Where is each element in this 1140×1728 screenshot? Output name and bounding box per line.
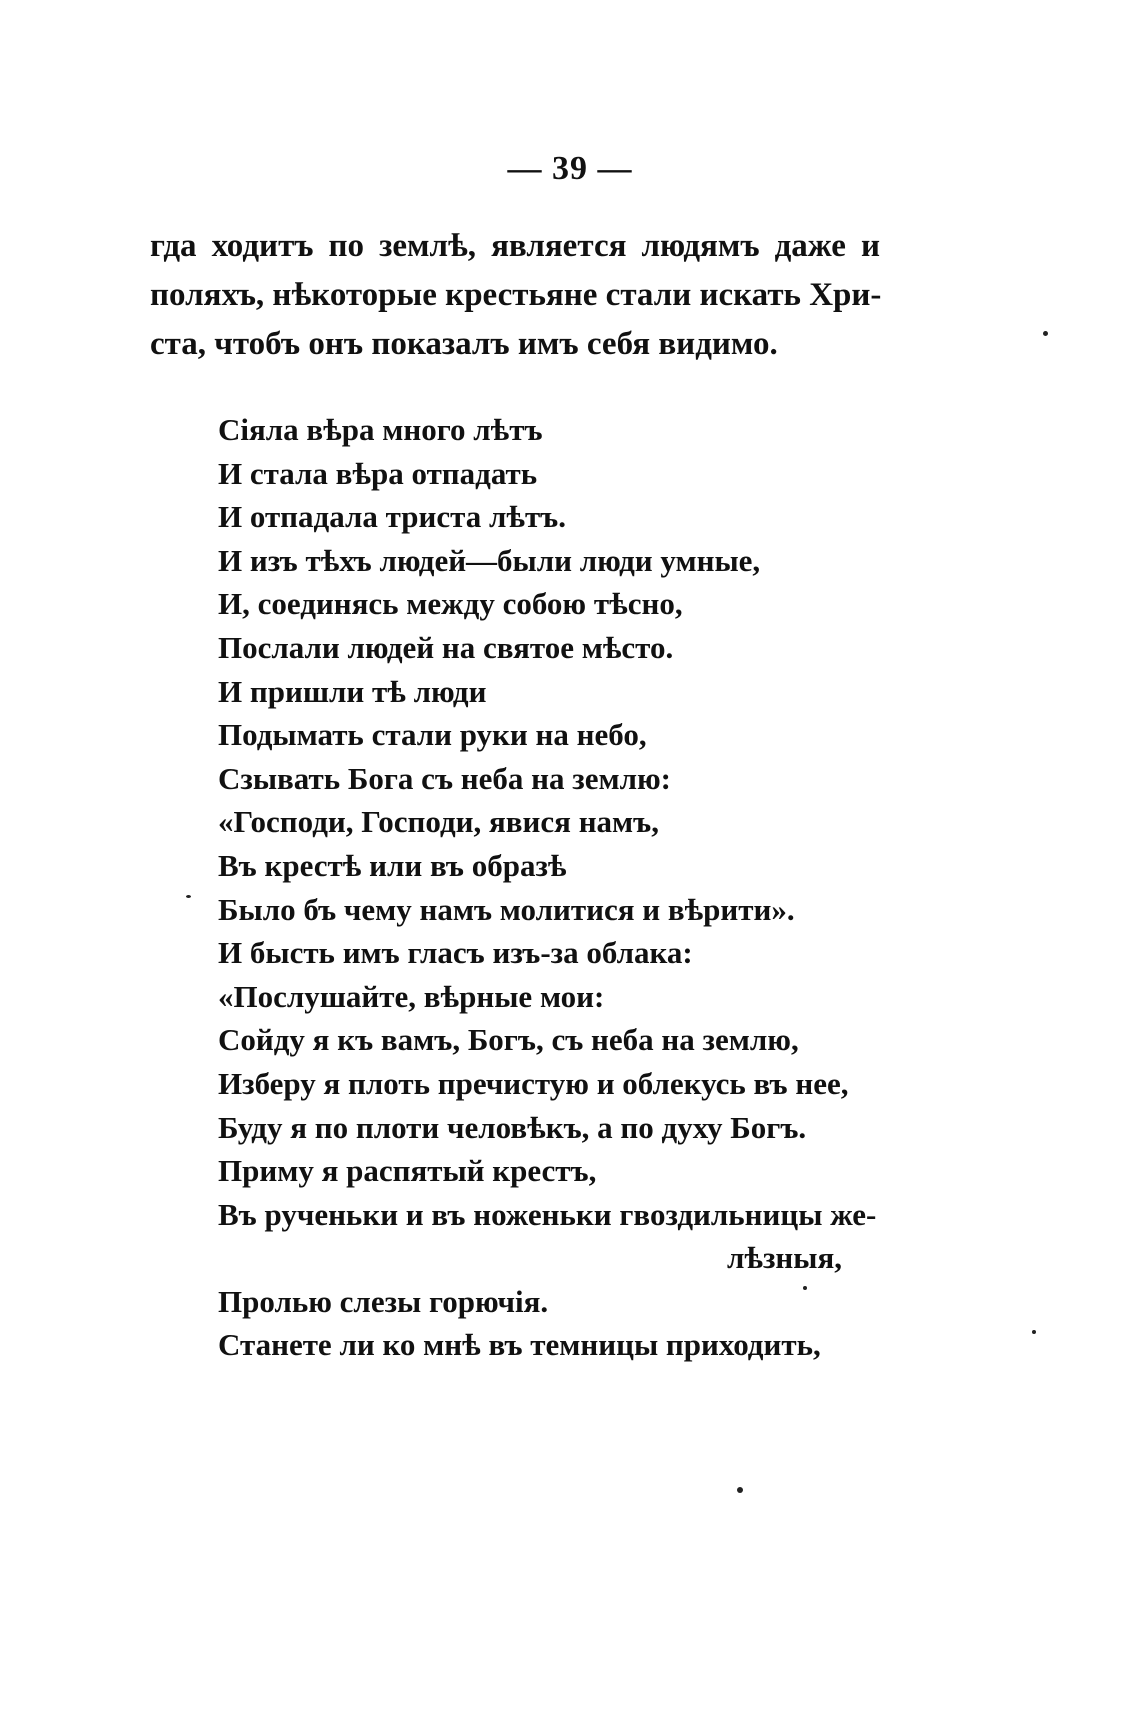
verse-line: Въ рученьки и въ ноженьки гвоздильницы же- (218, 1196, 877, 1232)
verse-block (218, 408, 878, 1367)
verse-line: Пролью слезы горючія. (218, 1283, 549, 1319)
verse-line: Буду я по плоти человѣкъ, а по духу Богъ. (218, 1109, 807, 1145)
verse-line: «Послушайте, вѣрные мои: (218, 978, 605, 1014)
prose-line: поляхъ, нѣкоторые крестьяне стали искать Хри- (150, 277, 882, 313)
verse-line: И изъ тѣхъ людей—были люди умные, (218, 542, 761, 578)
verse-line: И пришли тѣ люди (218, 673, 487, 709)
scan-speck (737, 1487, 743, 1493)
verse-line: Въ крестѣ или въ образѣ (218, 847, 567, 883)
scan-speck (1032, 1330, 1036, 1334)
verse-line: Приму я распятый крестъ, (218, 1153, 597, 1189)
verse-line: И стала вѣра отпадать (218, 455, 538, 491)
verse-line: Подымать стали руки на небо, (218, 717, 647, 753)
verse-line: И отпадала триста лѣтъ. (218, 499, 567, 535)
prose-paragraph (150, 222, 880, 369)
scan-speck (186, 895, 191, 898)
prose-line: гда ходитъ по землѣ, является людямъ даже и (150, 228, 880, 264)
verse-line: Сіяла вѣра много лѣтъ (218, 412, 543, 447)
verse-line: Сзывать Бога съ неба на землю: (218, 760, 671, 796)
verse-line: И, соединясь между собою тѣсно, (218, 586, 683, 622)
verse-line: И бысть имъ гласъ изъ-за облака: (218, 935, 693, 971)
prose-line: ста, чтобъ онъ показалъ имъ себя видимо. (150, 326, 778, 362)
scan-speck (803, 1286, 807, 1290)
verse-line: «Господи, Господи, явися намъ, (218, 804, 659, 840)
verse-line: Станете ли ко мнѣ въ темницы приходить, (218, 1327, 821, 1363)
verse-line: Послали людей на святое мѣсто. (218, 629, 674, 665)
verse-line-continuation: лѣзныя, (726, 1240, 842, 1276)
verse-line: Сойду я къ вамъ, Богъ, съ неба на землю, (218, 1022, 799, 1058)
verse-line: Изберу я плоть пречистую и облекусь въ нее, (218, 1065, 849, 1101)
scan-speck (1043, 331, 1048, 336)
page-number: — 39 — (507, 150, 633, 187)
verse-line: Было бъ чему намъ молитися и вѣрити». (218, 891, 795, 927)
